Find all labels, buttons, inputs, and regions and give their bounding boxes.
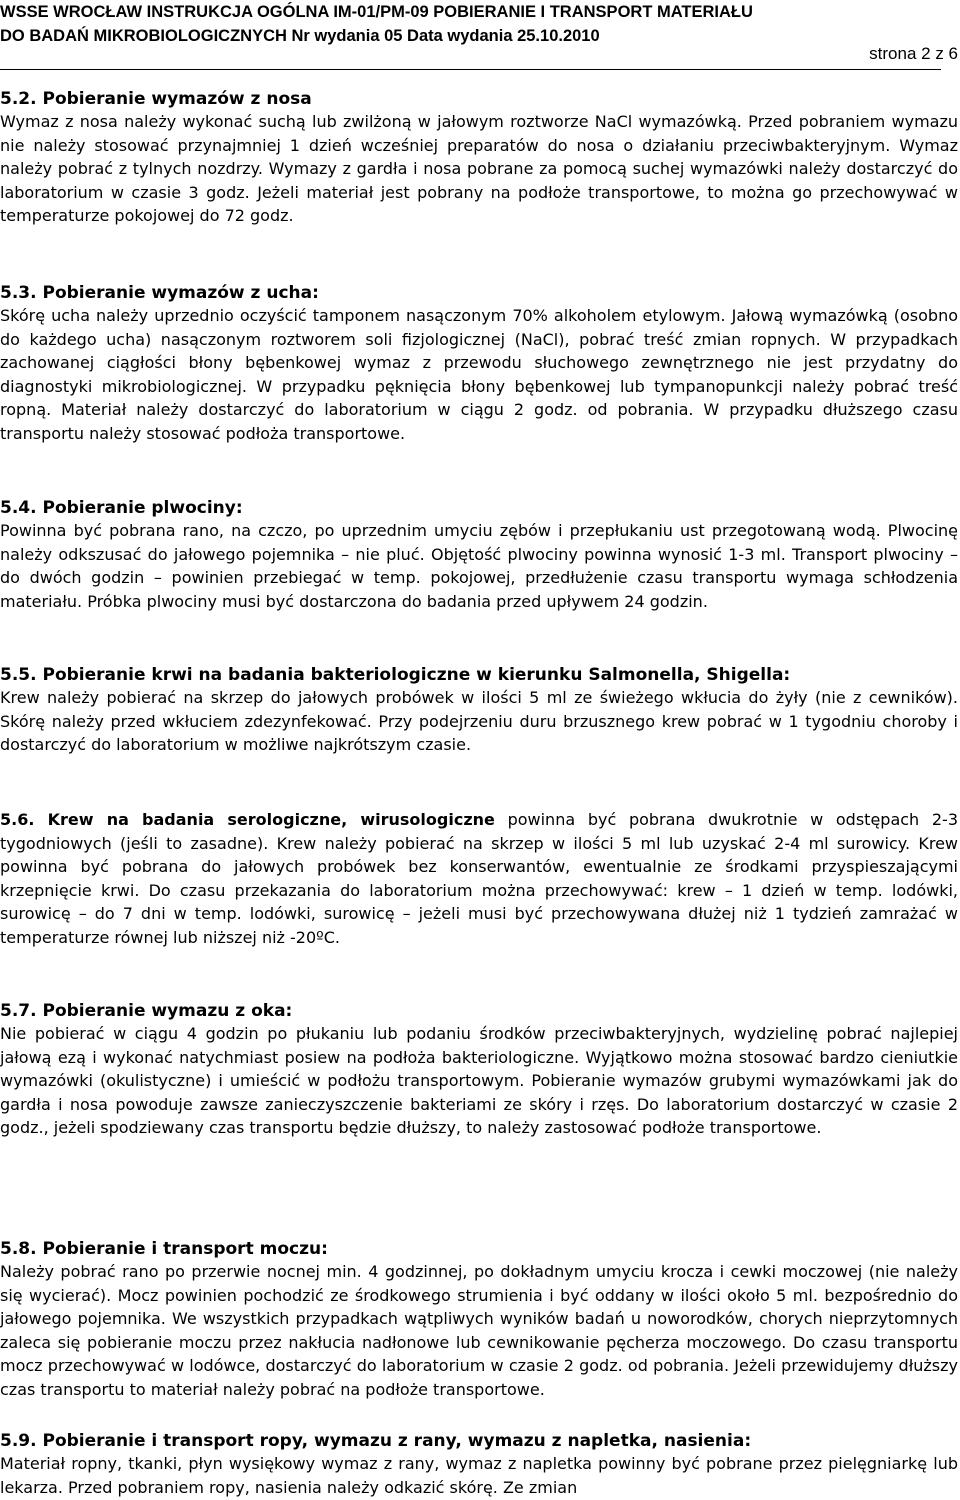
section-body: Powinna być pobrana rano, na czczo, po uprzednim umyciu zębów i przepłukaniu ust przegotowaną wodą. Plwocinę należy odkszusać do jałowego pojemnika – nie pluć. Objętość plwociny powinna wynosić 1-3 ml. Transport plwociny – do dwóch godzin – powinien przebiegać w temp. pokojowej, przedłużenie czasu transportu wymaga schłodzenia materiału. Próbka plwociny musi być dostarczona do badania przed upływem 24 godzin. <box>0 521 958 611</box>
section-body: Krew należy pobierać na skrzep do jałowych probówek w ilości 5 ml ze świeżego wkłucia do żyły (nie z cewników). Skórę należy przed wkłuciem zdezynfekować. Przy podejrzeniu duru brzusznego krew pobrać w 1 tygodniu choroby i dostarczyć do laboratorium w możliwe najkrótszym czasie. <box>0 688 958 754</box>
section-5-7 <box>0 1000 958 1140</box>
section-5-4 <box>0 497 958 613</box>
section-body-text: powinna być pobrana dwukrotnie w odstępach 2-3 tygodniowych (jeśli to zasadne). Krew należy pobierać na skrzep w ilości 5 ml lub uzyskać 2-4 ml surowicy. Krew powinna być pobrana do jałowych probówek bez konserwantów, ewentualnie ze środkami przyspieszającymi krzepnięcie krwi. Do czasu przekazania do laboratorium można przechowywać: krew – 1 dzień w temp. lodówki, surowicę – do 7 dni w temp. lodówki, surowicę – jeżeli musi być przechowywana dłużej niż 1 tydzień zamrażać w temperaturze równej lub niższej niż -20ºC. <box>0 810 959 947</box>
document-header <box>0 0 960 48</box>
header-line-1: WSSE WROCŁAW INSTRUKCJA OGÓLNA IM-01/PM-09 POBIERANIE I TRANSPORT MATERIAŁU <box>0 3 753 21</box>
section-heading: 5.5. Pobieranie krwi na badania bakteriologiczne w kierunku Salmonella, Shigella: <box>0 665 791 685</box>
section-5-6 <box>0 808 958 949</box>
section-body: Skórę ucha należy uprzednio oczyścić tamponem nasączonym 70% alkoholem etylowym. Jałową wymazówką (osobno do każdego ucha) nasączonym roztworem soli fizjologicznej (NaCl), pobrać treść zmian ropnych. W przypadkach zachowanej ciągłości błony bębenkowej wymaz z przewodu słuchowego zewnętrznego nie jest przydatny do diagnostyki mikrobiologicznej. W przypadku pęknięcia błony bębenkowej lub tympanopunkcji należy pobrać treść ropną. Materiał należy dostarczyć do laboratorium w ciągu 2 godz. od pobrania. W przypadku dłuższego czasu transportu należy stosować podłoża transportowe. <box>0 306 958 443</box>
header-line-2: DO BADAŃ MIKROBIOLOGICZNYCH Nr wydania 05 Data wydania 25.10.2010 <box>0 27 600 45</box>
page-number: strona 2 z 6 <box>869 44 958 63</box>
section-body: Materiał ropny, tkanki, płyn wysiękowy wymaz z rany, wymaz z napletka powinny być pobrane przez pielęgniarkę lub lekarza. Przed pobraniem ropy, nasienia należy odkazić skórę. Ze zmian <box>0 1454 958 1497</box>
section-5-5 <box>0 664 958 757</box>
section-5-3 <box>0 282 958 445</box>
section-body <box>0 808 958 949</box>
section-body: Wymaz z nosa należy wykonać suchą lub zwilżoną w jałowym roztworze NaCl wymazówką. Przed pobraniem wymazu nie należy stosować przynajmniej 1 dzień wcześniej preparatów do nosa o działaniu przeciwbakteryjnym. Wymaz należy pobrać z tylnych nozdrzy. Wymazy z gardła i nosa pobrane za pomocą suchej wymazówki należy dostarczyć do laboratorium w czasie 3 godz. Jeżeli materiał jest pobrany na podłoże transportowe, to można go przechowywać w temperaturze pokojowej do 72 godz. <box>0 112 958 225</box>
section-heading: 5.6. Krew na badania serologiczne, wirusologiczne <box>0 810 495 829</box>
section-5-2 <box>0 88 958 228</box>
section-5-8 <box>0 1238 958 1401</box>
section-body: Należy pobrać rano po przerwie nocnej min. 4 godzinnej, po dokładnym umyciu krocza i cewki moczowej (nie należy się wycierać). Mocz powinien pochodzić ze środkowego strumienia i być oddany w ilości około 5 ml. bezpośrednio do jałowego pojemnika. We wszystkich przypadkach wątpliwych wyników badań u noworodków, chorych nieprzytomnych zaleca się pobieranie moczu przez nakłucia nadłonowe lub cewnikowanie pęcherza moczowego. Do czasu transportu mocz przechowywać w lodówce, dostarczyć do laboratorium w czasie 2 godz. od pobrania. Jeżeli przewidujemy dłuższy czas transportu to materiał należy pobrać na podłoże transportowe. <box>0 1262 958 1399</box>
section-heading: 5.4. Pobieranie plwociny: <box>0 498 243 518</box>
section-heading: 5.8. Pobieranie i transport moczu: <box>0 1239 328 1259</box>
section-body: Nie pobierać w ciągu 4 godzin po płukaniu lub podaniu środków przeciwbakteryjnych, wydzielinę pobrać najlepiej jałową ezą i wykonać natychmiast posiew na podłoża bakteriologiczne. Wyjątkowo można stosować bardzo cieniutkie wymazówki (okulistyczne) i umieścić w podłożu transportowym. Pobieranie wymazów grubymi wymazówkami jak do gardła i nosa powoduje zawsze zanieczyszczenie bakteriami ze skóry i rzęs. Do laboratorium dostarczyć w czasie 2 godz., jeżeli spodziewany czas transportu będzie dłuższy, to należy zastosować podłoże transportowe. <box>0 1024 958 1137</box>
section-heading: 5.3. Pobieranie wymazów z ucha: <box>0 283 319 303</box>
header-divider <box>0 69 941 70</box>
section-5-9 <box>0 1430 958 1499</box>
section-heading: 5.2. Pobieranie wymazów z nosa <box>0 89 312 109</box>
section-heading: 5.9. Pobieranie i transport ropy, wymazu z rany, wymazu z napletka, nasienia: <box>0 1431 752 1451</box>
section-heading: 5.7. Pobieranie wymazu z oka: <box>0 1001 293 1021</box>
